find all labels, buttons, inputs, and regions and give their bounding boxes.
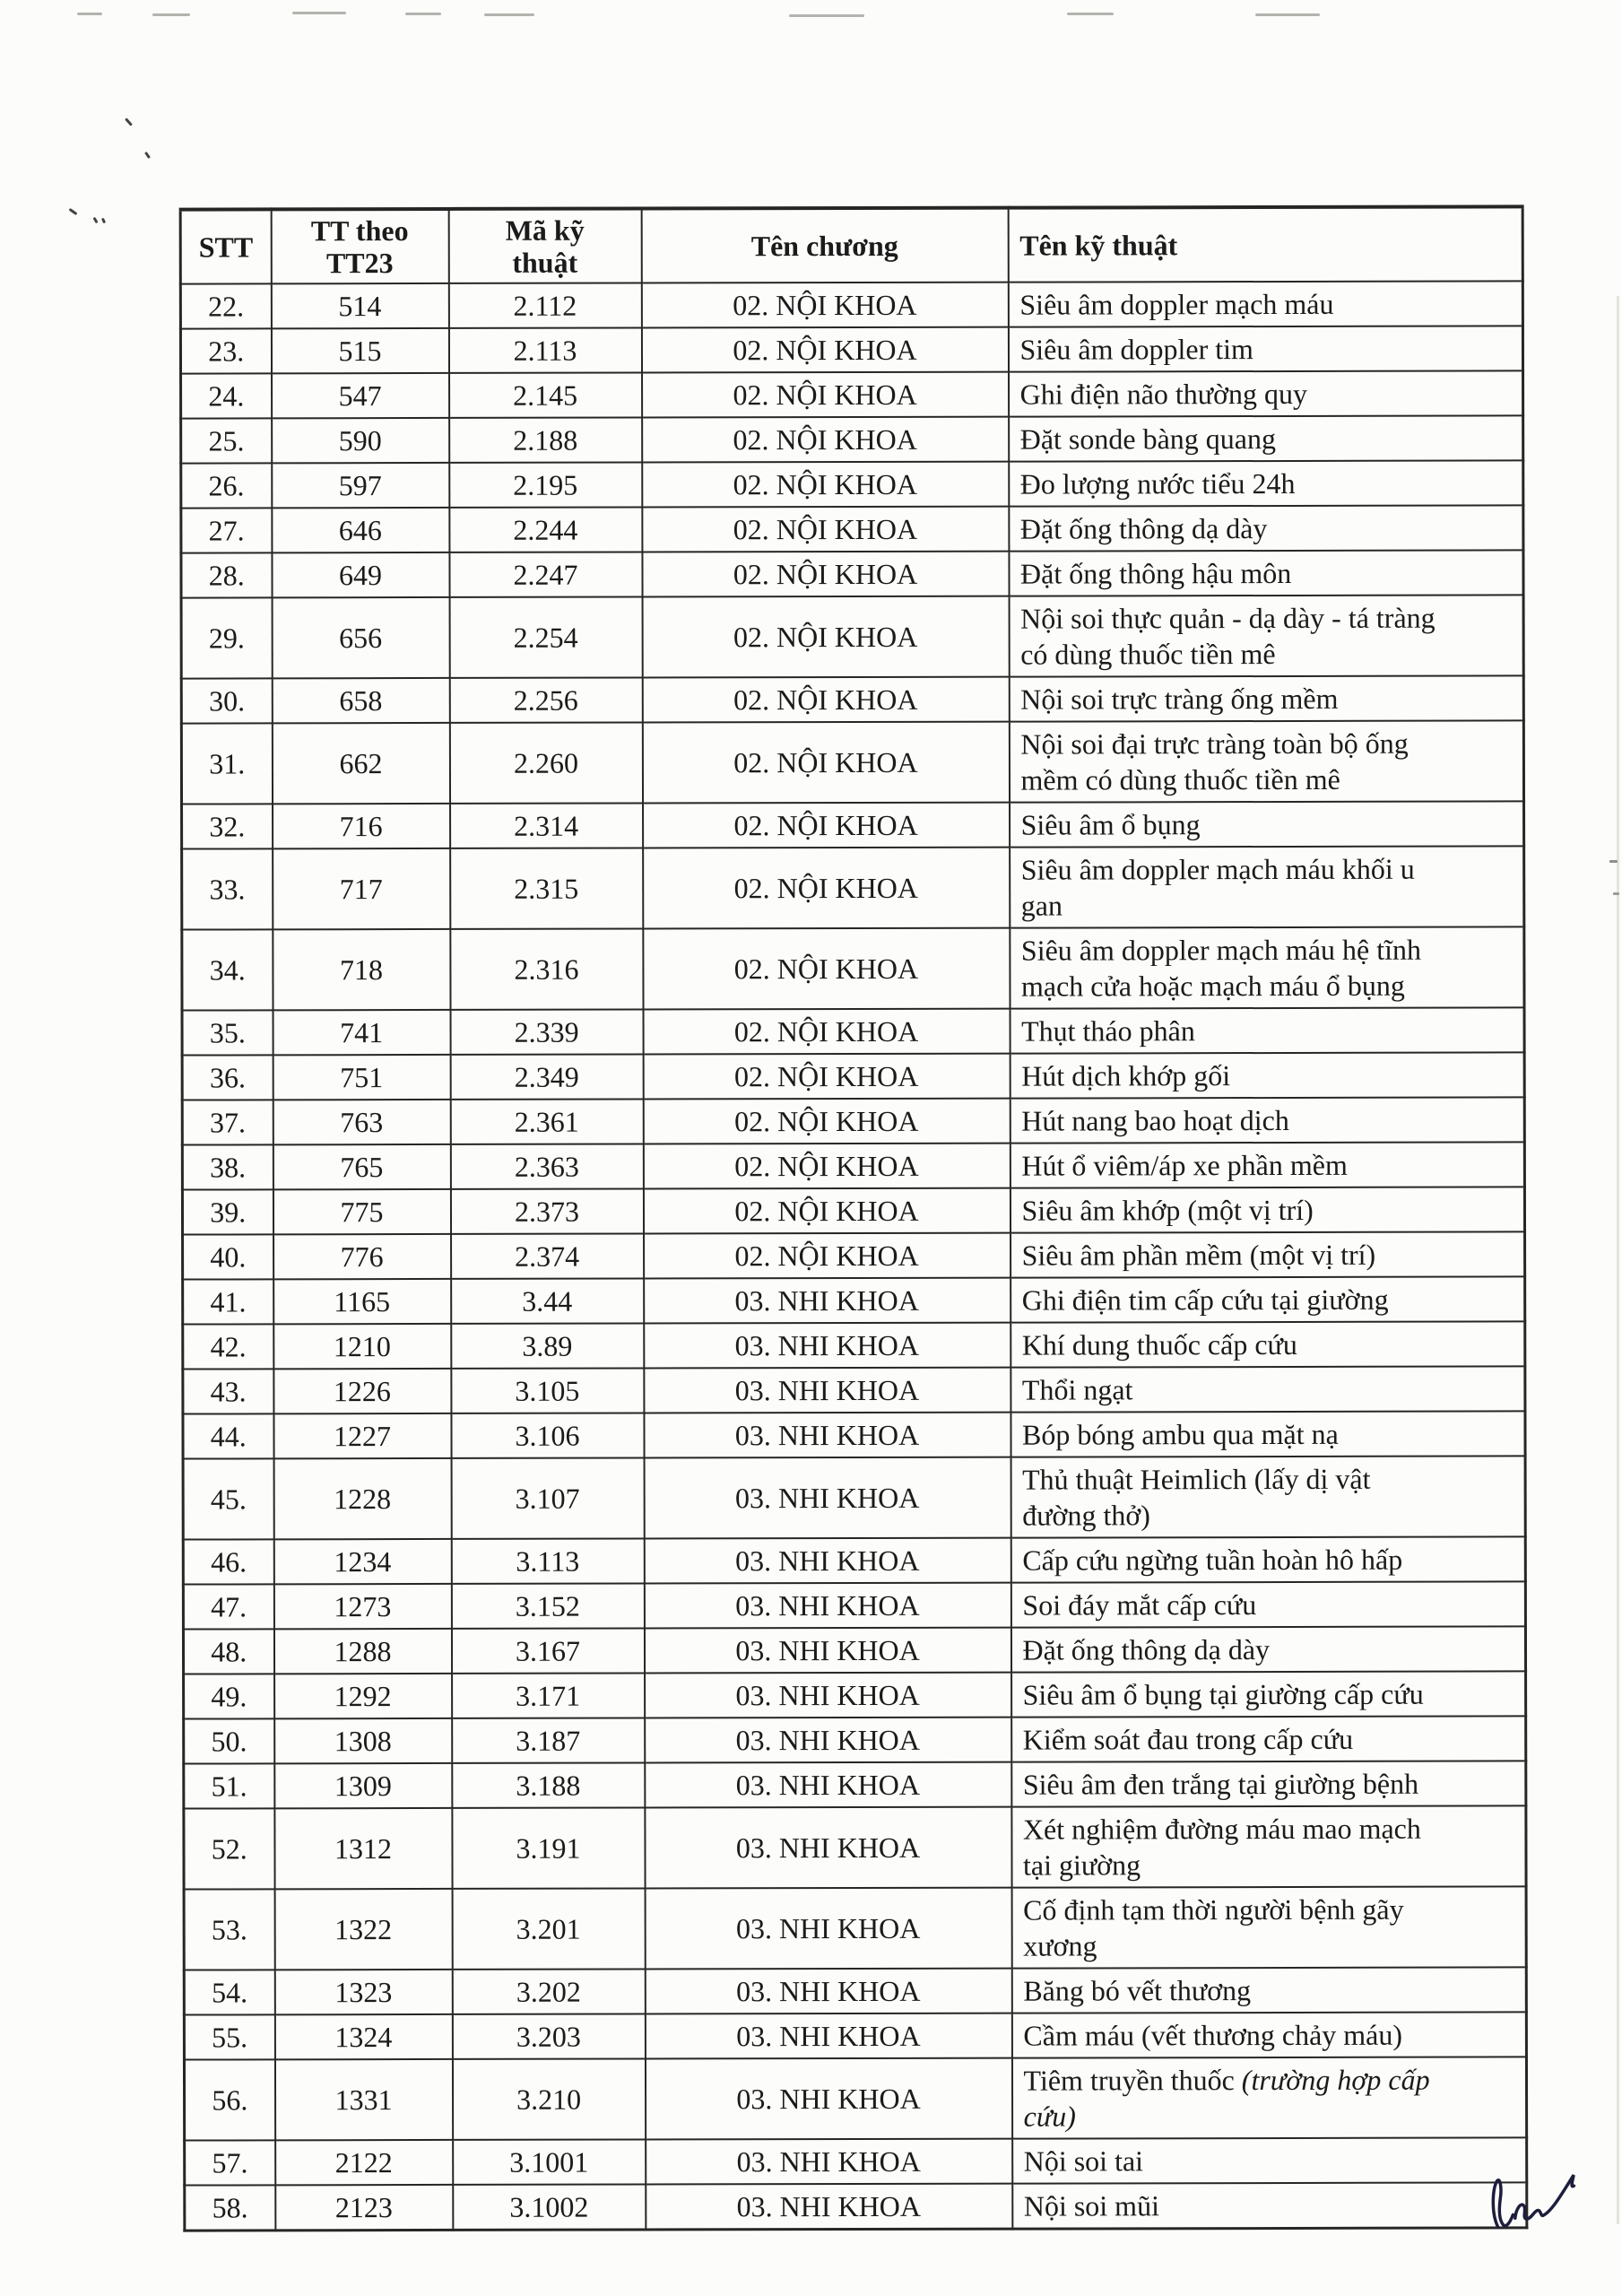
table-row xyxy=(181,675,1523,723)
cell-tt-theo-tt23: 717 xyxy=(273,848,450,929)
cell-ma-ky-thuat: 2.363 xyxy=(450,1144,643,1188)
ten-ky-thuat-text: Tiêm truyền thuốc xyxy=(1023,2064,1242,2097)
table-row xyxy=(183,1231,1525,1279)
cell-ma-ky-thuat: 2.339 xyxy=(450,1009,643,1054)
ten-ky-thuat-text: Đặt sonde bàng quang xyxy=(1019,422,1276,456)
ten-ky-thuat-text: Hút nang bao hoạt dịch xyxy=(1021,1103,1289,1137)
cell-tt-theo-tt23: 1228 xyxy=(273,1458,451,1539)
table-row xyxy=(182,1007,1524,1055)
ten-ky-thuat-text: Siêu âm doppler mạch máu hệ tĩnh mạch cửa hoặc mạch máu ổ bụng xyxy=(1020,933,1422,1003)
table-row xyxy=(184,1671,1526,1718)
cell-tt-theo-tt23: 776 xyxy=(273,1234,451,1279)
cell-tt-theo-tt23: 597 xyxy=(272,463,449,508)
scan-artifact xyxy=(101,218,106,224)
scan-artifact xyxy=(77,13,102,15)
cell-ten-chuong: 03. NHI KHOA xyxy=(645,1673,1011,1718)
cell-ma-ky-thuat: 2.314 xyxy=(450,803,643,848)
scan-artifact xyxy=(92,217,98,224)
table-row xyxy=(181,720,1523,804)
cell-ten-chuong: 03. NHI KHOA xyxy=(646,2139,1012,2185)
cell-tt-theo-tt23: 649 xyxy=(272,552,449,597)
cell-stt: 58. xyxy=(185,2185,275,2231)
table-row xyxy=(181,415,1523,463)
header-line: TT theo xyxy=(310,214,409,248)
ten-ky-thuat-text: Bóp bóng ambu qua mặt nạ xyxy=(1021,1417,1339,1451)
header-line: Mã kỹ xyxy=(505,213,585,247)
cell-tt-theo-tt23: 751 xyxy=(273,1055,450,1100)
cell-ma-ky-thuat: 3.113 xyxy=(451,1538,644,1583)
cell-stt: 29. xyxy=(181,597,272,678)
table-row xyxy=(184,1716,1526,1763)
header-row xyxy=(180,206,1522,283)
cell-stt: 36. xyxy=(182,1055,273,1100)
table-row xyxy=(185,2137,1527,2185)
cell-tt-theo-tt23: 1210 xyxy=(273,1324,451,1369)
scan-artifact xyxy=(69,208,78,215)
cell-ma-ky-thuat: 3.167 xyxy=(451,1628,644,1673)
cell-ten-chuong: 02. NỘI KHOA xyxy=(642,372,1009,418)
ten-ky-thuat-text: Xét nghiệm đường máu mao mạch tại giường xyxy=(1022,1812,1421,1882)
cell-stt: 52. xyxy=(184,1808,274,1889)
ten-ky-thuat-italic-text: (trường hợp cấp cứu) xyxy=(1023,2063,1430,2133)
cell-stt: 33. xyxy=(182,848,273,929)
cell-ma-ky-thuat: 2.361 xyxy=(450,1099,643,1144)
cell-tt-theo-tt23: 1227 xyxy=(273,1413,451,1458)
cell-ten-ky-thuat xyxy=(1010,1366,1525,1412)
cell-ma-ky-thuat: 3.107 xyxy=(451,1457,644,1538)
cell-ten-ky-thuat xyxy=(1010,1626,1525,1672)
scan-artifact xyxy=(789,14,864,17)
table-row xyxy=(185,2182,1527,2231)
cell-tt-theo-tt23: 514 xyxy=(271,283,448,328)
cell-stt: 30. xyxy=(181,678,272,723)
cell-ma-ky-thuat: 3.89 xyxy=(451,1323,644,1368)
ten-ky-thuat-text: Cầm máu (vết thương chảy máu) xyxy=(1023,2018,1403,2052)
cell-ma-ky-thuat: 2.349 xyxy=(450,1054,643,1099)
cell-stt: 28. xyxy=(181,552,272,597)
cell-ten-ky-thuat xyxy=(1011,1671,1526,1717)
cell-tt-theo-tt23: 2123 xyxy=(275,2185,453,2231)
cell-ten-ky-thuat xyxy=(1011,2057,1526,2138)
cell-ten-chuong: 02. NỘI KHOA xyxy=(643,928,1010,1010)
cell-stt: 49. xyxy=(184,1674,274,1718)
cell-tt-theo-tt23: 1273 xyxy=(273,1584,451,1629)
table-row xyxy=(183,1581,1525,1629)
cell-ten-chuong: 03. NHI KHOA xyxy=(644,1368,1010,1413)
cell-tt-theo-tt23: 658 xyxy=(272,678,449,723)
table-row xyxy=(183,1626,1525,1674)
cell-stt: 41. xyxy=(183,1279,273,1324)
cell-stt: 31. xyxy=(181,723,272,804)
cell-ma-ky-thuat: 2.254 xyxy=(449,596,642,677)
scan-artifact xyxy=(1613,892,1619,895)
cell-stt: 22. xyxy=(180,283,271,328)
cell-tt-theo-tt23: 2122 xyxy=(275,2140,453,2185)
cell-ma-ky-thuat: 3.152 xyxy=(451,1583,644,1628)
cell-ten-chuong: 02. NỘI KHOA xyxy=(644,1233,1010,1279)
ten-ky-thuat-text: Đặt ống thông dạ dày xyxy=(1019,512,1268,545)
cell-ma-ky-thuat: 2.244 xyxy=(449,507,642,552)
cell-ma-ky-thuat: 3.105 xyxy=(451,1368,644,1413)
table-row xyxy=(183,1411,1525,1458)
table-row xyxy=(181,595,1523,678)
cell-ten-chuong: 03. NHI KHOA xyxy=(644,1457,1010,1539)
scan-artifact xyxy=(292,12,346,14)
cell-stt: 48. xyxy=(183,1629,273,1674)
scan-artifact xyxy=(1067,13,1114,15)
cell-ma-ky-thuat: 3.171 xyxy=(452,1673,645,1718)
cell-ma-ky-thuat: 3.187 xyxy=(452,1718,645,1762)
cell-stt: 56. xyxy=(184,2059,274,2140)
ten-ky-thuat-text: Siêu âm khớp (một vị trí) xyxy=(1021,1193,1314,1227)
cell-ten-ky-thuat xyxy=(1010,1187,1524,1232)
ten-ky-thuat-text: Nội soi trực tràng ống mềm xyxy=(1020,682,1339,716)
cell-ten-ky-thuat xyxy=(1008,326,1522,371)
cell-ma-ky-thuat: 2.195 xyxy=(449,462,642,507)
procedure-table xyxy=(179,204,1529,2231)
cell-ten-ky-thuat xyxy=(1012,2137,1527,2183)
ten-ky-thuat-text: Hút ổ viêm/áp xe phần mềm xyxy=(1021,1148,1348,1182)
cell-tt-theo-tt23: 1322 xyxy=(274,1889,452,1970)
cell-ten-chuong: 03. NHI KHOA xyxy=(644,1628,1010,1674)
cell-ten-chuong: 03. NHI KHOA xyxy=(645,1762,1011,1808)
cell-ten-ky-thuat xyxy=(1010,1052,1524,1098)
ten-ky-thuat-text: Ghi điện não thường quy xyxy=(1019,377,1308,411)
cell-ten-ky-thuat xyxy=(1009,460,1523,506)
table-row xyxy=(183,1321,1525,1369)
cell-ten-ky-thuat xyxy=(1009,505,1523,551)
cell-ten-ky-thuat xyxy=(1010,1231,1525,1277)
cell-tt-theo-tt23: 1331 xyxy=(274,2059,452,2140)
cell-stt: 43. xyxy=(183,1369,273,1413)
cell-tt-theo-tt23: 515 xyxy=(271,328,448,373)
cell-stt: 54. xyxy=(184,1970,274,2014)
cell-ten-chuong: 02. NỘI KHOA xyxy=(643,1009,1010,1055)
header-line: thuật xyxy=(512,246,578,279)
cell-ten-chuong: 02. NỘI KHOA xyxy=(643,1099,1010,1144)
ten-ky-thuat-text: Nội soi mũi xyxy=(1023,2189,1159,2222)
cell-ten-chuong: 03. NHI KHOA xyxy=(645,2013,1011,2059)
cell-ten-chuong: 02. NỘI KHOA xyxy=(643,1144,1010,1189)
cell-stt: 34. xyxy=(182,929,273,1010)
ten-ky-thuat-text: Hút dịch khớp gối xyxy=(1021,1059,1231,1092)
cell-ma-ky-thuat: 3.201 xyxy=(452,1888,645,1969)
cell-stt: 47. xyxy=(183,1584,273,1629)
scan-artifact xyxy=(1609,860,1618,863)
header-tt-theo-tt23 xyxy=(271,209,448,283)
cell-ten-chuong: 02. NỘI KHOA xyxy=(642,722,1009,804)
cell-ten-ky-thuat xyxy=(1010,1536,1525,1582)
cell-ten-chuong: 03. NHI KHOA xyxy=(645,1718,1011,1763)
table-row xyxy=(182,1142,1524,1189)
header-stt: STT xyxy=(180,209,271,283)
cell-stt: 35. xyxy=(182,1010,273,1055)
cell-tt-theo-tt23: 1165 xyxy=(273,1279,451,1324)
cell-stt: 26. xyxy=(181,463,272,508)
header-ten-chuong: Tên chương xyxy=(641,208,1008,283)
cell-ten-ky-thuat xyxy=(1010,801,1524,847)
scan-artifact xyxy=(125,117,133,126)
ten-ky-thuat-text: Siêu âm phần mềm (một vị trí) xyxy=(1021,1238,1376,1272)
cell-ten-chuong: 02. NỘI KHOA xyxy=(642,677,1009,723)
cell-stt: 53. xyxy=(184,1889,274,1970)
scan-artifact xyxy=(152,13,190,16)
cell-tt-theo-tt23: 1288 xyxy=(273,1629,451,1674)
cell-ten-ky-thuat xyxy=(1009,370,1523,416)
cell-stt: 39. xyxy=(182,1189,273,1234)
cell-ten-chuong: 03. NHI KHOA xyxy=(644,1538,1010,1584)
cell-tt-theo-tt23: 590 xyxy=(272,418,449,463)
cell-ma-ky-thuat: 3.191 xyxy=(452,1807,645,1888)
cell-ten-chuong: 02. NỘI KHOA xyxy=(643,1188,1010,1234)
handwritten-paraph-icon xyxy=(1476,2161,1591,2243)
cell-ten-ky-thuat xyxy=(1009,595,1523,676)
cell-ten-ky-thuat xyxy=(1011,1967,1526,2013)
cell-stt: 46. xyxy=(183,1539,273,1584)
table-row xyxy=(182,1052,1524,1100)
cell-ma-ky-thuat: 3.44 xyxy=(451,1278,644,1323)
ten-ky-thuat-text: Siêu âm ổ bụng tại giường cấp cứu xyxy=(1022,1677,1424,1711)
cell-ten-ky-thuat xyxy=(1009,550,1523,596)
ten-ky-thuat-text: Siêu âm doppler mạch máu khối u gan xyxy=(1020,852,1415,922)
ten-ky-thuat-text: Nội soi tai xyxy=(1023,2144,1144,2178)
cell-stt: 25. xyxy=(181,418,272,463)
ten-ky-thuat-text: Đo lượng nước tiểu 24h xyxy=(1019,466,1296,500)
table-row xyxy=(180,281,1522,328)
cell-tt-theo-tt23: 765 xyxy=(273,1144,450,1189)
table-row xyxy=(184,2057,1526,2140)
cell-ten-ky-thuat xyxy=(1010,1581,1525,1627)
cell-ma-ky-thuat: 2.188 xyxy=(449,417,642,462)
cell-stt: 55. xyxy=(184,2014,274,2059)
cell-ma-ky-thuat: 3.106 xyxy=(451,1413,644,1457)
cell-ten-ky-thuat xyxy=(1011,2012,1526,2057)
table-row xyxy=(181,460,1523,508)
cell-tt-theo-tt23: 1324 xyxy=(274,2014,452,2059)
cell-stt: 38. xyxy=(182,1144,273,1189)
cell-ten-ky-thuat xyxy=(1010,1276,1525,1322)
table-row xyxy=(181,370,1523,418)
cell-tt-theo-tt23: 1312 xyxy=(274,1808,452,1889)
cell-stt: 27. xyxy=(181,508,272,552)
cell-tt-theo-tt23: 1309 xyxy=(274,1763,452,1808)
table-row xyxy=(183,1456,1525,1539)
cell-ten-ky-thuat xyxy=(1009,675,1523,721)
cell-ma-ky-thuat: 3.1001 xyxy=(453,2139,646,2184)
scan-artifact xyxy=(1617,296,1619,2224)
cell-tt-theo-tt23: 763 xyxy=(273,1100,450,1144)
ten-ky-thuat-text: Siêu âm đen trắng tại giường bệnh xyxy=(1022,1767,1419,1801)
cell-ten-ky-thuat xyxy=(1010,1097,1524,1143)
cell-ma-ky-thuat: 2.112 xyxy=(448,283,641,327)
cell-ma-ky-thuat: 3.203 xyxy=(452,2013,645,2058)
cell-ma-ky-thuat: 2.373 xyxy=(450,1188,643,1233)
cell-ma-ky-thuat: 2.256 xyxy=(449,677,642,722)
cell-ma-ky-thuat: 2.247 xyxy=(449,552,642,596)
cell-ten-ky-thuat xyxy=(1011,1805,1526,1887)
cell-ten-chuong: 02. NỘI KHOA xyxy=(642,552,1009,597)
cell-ma-ky-thuat: 2.260 xyxy=(449,722,642,803)
cell-stt: 37. xyxy=(182,1100,273,1144)
cell-ten-chuong: 02. NỘI KHOA xyxy=(641,327,1008,373)
table-row xyxy=(184,1761,1526,1808)
cell-ten-chuong: 03. NHI KHOA xyxy=(645,1888,1011,1970)
cell-stt: 51. xyxy=(184,1763,274,1808)
cell-ten-chuong: 03. NHI KHOA xyxy=(644,1413,1010,1458)
ten-ky-thuat-text: Kiểm soát đau trong cấp cứu xyxy=(1022,1722,1354,1756)
cell-ten-ky-thuat xyxy=(1009,720,1523,802)
cell-tt-theo-tt23: 662 xyxy=(272,723,449,804)
cell-tt-theo-tt23: 646 xyxy=(272,508,449,552)
header-line: TT23 xyxy=(325,247,394,280)
cell-ten-chuong: 02. NỘI KHOA xyxy=(642,596,1009,678)
cell-stt: 57. xyxy=(185,2140,275,2185)
ten-ky-thuat-text: Ghi điện tim cấp cứu tại giường xyxy=(1021,1283,1389,1317)
ten-ky-thuat-text: Thổi ngạt xyxy=(1021,1373,1133,1406)
cell-tt-theo-tt23: 1292 xyxy=(274,1674,452,1718)
cell-stt: 32. xyxy=(182,804,273,848)
cell-ten-ky-thuat xyxy=(1010,926,1524,1008)
cell-stt: 23. xyxy=(180,328,271,373)
ten-ky-thuat-text: Đặt ống thông hậu môn xyxy=(1019,556,1292,590)
ten-ky-thuat-text: Nội soi thực quản - dạ dày - tá tràng có dùng thuốc tiền mê xyxy=(1020,601,1436,671)
scan-artifact xyxy=(1255,13,1320,16)
cell-tt-theo-tt23: 1323 xyxy=(274,1970,452,2014)
cell-ten-chuong: 03. NHI KHOA xyxy=(645,1807,1011,1889)
cell-ten-chuong: 03. NHI KHOA xyxy=(644,1583,1010,1629)
cell-tt-theo-tt23: 716 xyxy=(273,804,450,848)
cell-ten-chuong: 02. NỘI KHOA xyxy=(643,1054,1010,1100)
table-row xyxy=(184,1805,1526,1889)
cell-tt-theo-tt23: 1308 xyxy=(274,1718,452,1763)
table-row xyxy=(182,1187,1524,1234)
cell-ten-ky-thuat xyxy=(1010,1142,1524,1187)
ten-ky-thuat-text: Soi đáy mắt cấp cứu xyxy=(1022,1588,1257,1622)
header-ten-ky-thuat: Tên kỹ thuật xyxy=(1008,206,1522,282)
cell-ten-ky-thuat xyxy=(1010,1411,1525,1457)
cell-ten-ky-thuat xyxy=(1010,1007,1524,1053)
cell-ma-ky-thuat: 3.210 xyxy=(452,2058,645,2139)
cell-ten-chuong: 03. NHI KHOA xyxy=(644,1323,1010,1369)
cell-tt-theo-tt23: 775 xyxy=(273,1189,450,1234)
ten-ky-thuat-text: Khí dung thuốc cấp cứu xyxy=(1021,1327,1297,1361)
ten-ky-thuat-text: Cố định tạm thời người bệnh gãy xương xyxy=(1023,1892,1404,1962)
cell-ten-ky-thuat xyxy=(1010,846,1524,927)
table-row xyxy=(184,1967,1526,2014)
cell-ten-ky-thuat xyxy=(1012,2182,1527,2229)
ten-ky-thuat-text: Siêu âm ổ bụng xyxy=(1020,808,1201,841)
procedure-table-wrap xyxy=(179,204,1526,2231)
ten-ky-thuat-text: Đặt ống thông dạ dày xyxy=(1022,1633,1271,1666)
cell-ten-chuong: 03. NHI KHOA xyxy=(645,1969,1011,2014)
cell-ma-ky-thuat: 2.316 xyxy=(450,928,643,1009)
cell-ten-chuong: 03. NHI KHOA xyxy=(646,2184,1012,2230)
cell-ten-ky-thuat xyxy=(1010,1456,1525,1537)
table-row xyxy=(183,1276,1525,1324)
cell-ten-chuong: 02. NỘI KHOA xyxy=(641,283,1008,328)
cell-tt-theo-tt23: 741 xyxy=(273,1010,450,1055)
cell-ma-ky-thuat: 3.188 xyxy=(452,1762,645,1807)
scan-artifact xyxy=(484,13,534,16)
cell-stt: 24. xyxy=(181,373,272,418)
cell-ten-ky-thuat xyxy=(1010,1321,1525,1367)
table-row xyxy=(180,326,1522,373)
cell-ma-ky-thuat: 2.145 xyxy=(449,372,642,417)
cell-ten-chuong: 02. NỘI KHOA xyxy=(642,462,1009,508)
header-ma-ky-thuat xyxy=(448,208,641,283)
cell-tt-theo-tt23: 1226 xyxy=(273,1369,451,1413)
cell-stt: 44. xyxy=(183,1413,273,1458)
cell-ten-ky-thuat xyxy=(1011,1716,1526,1761)
cell-stt: 40. xyxy=(183,1234,273,1279)
scan-artifact xyxy=(144,152,151,159)
table-row xyxy=(183,1536,1525,1584)
ten-ky-thuat-text: Nội soi đại trực tràng toàn bộ ống mềm có dùng thuốc tiền mê xyxy=(1020,726,1409,796)
cell-ten-chuong: 02. NỘI KHOA xyxy=(642,507,1009,552)
cell-ten-chuong: 02. NỘI KHOA xyxy=(643,848,1010,929)
cell-ten-chuong: 03. NHI KHOA xyxy=(645,2058,1011,2140)
cell-ten-chuong: 02. NỘI KHOA xyxy=(642,417,1009,463)
ten-ky-thuat-text: Thụt tháo phân xyxy=(1021,1014,1195,1048)
cell-tt-theo-tt23: 656 xyxy=(272,597,449,678)
cell-ma-ky-thuat: 3.1002 xyxy=(453,2184,646,2230)
ten-ky-thuat-text: Băng bó vết thương xyxy=(1023,1974,1252,2007)
table-row xyxy=(184,1886,1526,1970)
ten-ky-thuat-text: Thủ thuật Heimlich (lấy dị vật đường thở) xyxy=(1022,1462,1371,1532)
cell-ma-ky-thuat: 2.113 xyxy=(448,327,641,372)
cell-tt-theo-tt23: 718 xyxy=(273,929,450,1010)
cell-ten-ky-thuat xyxy=(1011,1761,1526,1806)
table-row xyxy=(182,1097,1524,1144)
cell-ten-ky-thuat xyxy=(1008,281,1522,326)
table-row xyxy=(181,550,1523,597)
cell-tt-theo-tt23: 547 xyxy=(272,373,449,418)
table-row xyxy=(183,1366,1525,1413)
cell-ten-ky-thuat xyxy=(1009,415,1523,461)
cell-ten-chuong: 03. NHI KHOA xyxy=(644,1278,1010,1324)
cell-stt: 45. xyxy=(183,1458,273,1539)
cell-ma-ky-thuat: 2.315 xyxy=(450,848,643,928)
table-row xyxy=(182,926,1524,1010)
table-body xyxy=(180,281,1527,2231)
ten-ky-thuat-text: Siêu âm doppler mạch máu xyxy=(1019,287,1334,321)
scan-artifact xyxy=(405,13,441,15)
cell-ma-ky-thuat: 2.374 xyxy=(451,1233,644,1278)
table-row xyxy=(184,2012,1526,2059)
table-row xyxy=(182,846,1524,929)
cell-tt-theo-tt23: 1234 xyxy=(273,1539,451,1584)
table-row xyxy=(181,505,1523,552)
cell-stt: 42. xyxy=(183,1324,273,1369)
cell-ten-chuong: 02. NỘI KHOA xyxy=(643,803,1010,848)
cell-stt: 50. xyxy=(184,1718,274,1763)
cell-ma-ky-thuat: 3.202 xyxy=(452,1969,645,2013)
table-row xyxy=(182,801,1524,848)
cell-ten-ky-thuat xyxy=(1011,1886,1526,1968)
ten-ky-thuat-text: Cấp cứu ngừng tuần hoàn hô hấp xyxy=(1022,1543,1403,1577)
ten-ky-thuat-text: Siêu âm doppler tim xyxy=(1019,333,1253,366)
